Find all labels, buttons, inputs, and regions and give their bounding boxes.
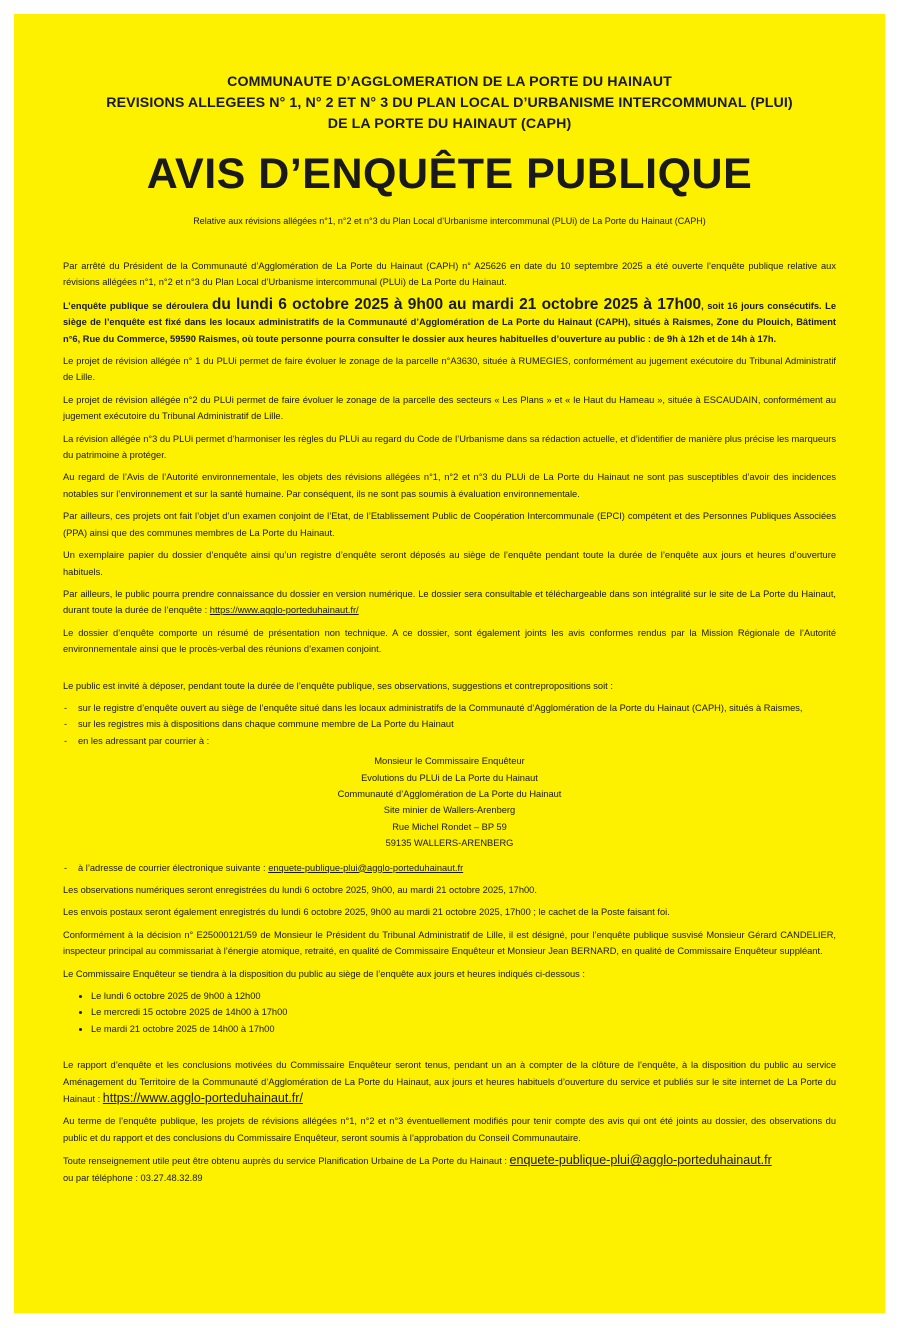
- paragraph-revision-1: Le projet de révision allégée n° 1 du PLUi permet de faire évoluer le zonage de la parcelle n°A3630, située à RUMEGIES, conformément au jugement exécutoire du Tribunal Administratif de Lille.: [63, 356, 836, 383]
- page-subtitle: Relative aux révisions allégées n°1, n°2 et n°3 du Plan Local d’Urbanisme intercommunal (PLUi) de La Porte du Hainaut (CAPH): [193, 216, 706, 226]
- address-line: Site minier de Wallers-Arenberg: [383, 805, 516, 816]
- list-item: • Le lundi 6 octobre 2025 de 9h00 à 12h00: [91, 988, 836, 1004]
- address-line: Communauté d’Agglomération de La Porte du Hainaut: [337, 788, 562, 799]
- address-line: 59135 WALLERS-ARENBERG: [385, 838, 514, 849]
- address-line: Evolutions du PLUi de La Porte du Hainaut: [361, 772, 538, 783]
- notice-page: [14, 14, 885, 1313]
- dates-prefix: L’enquête publique se déroulera: [63, 300, 212, 311]
- paragraph-exemplaire: Un exemplaire papier du dossier d’enquête ainsi qu’un registre d’enquête seront déposés au siège de l’enquête pendant toute la durée de l’enquête aux jours et heures d’ouverture habituels.: [63, 550, 836, 577]
- email-option-list: [63, 860, 836, 876]
- paragraph-dossier: Le dossier d’enquête comporte un résumé de présentation non technique. A ce dossier, sont également joints les avis conformes rendus par la Mission Régionale de l’Autorité environnementale ainsi que le procès-verbal des réunions d’examen conjoint.: [63, 627, 836, 655]
- paragraph-dates: [63, 297, 836, 347]
- paragraph-revision-2: Le projet de révision allégée n°2 du PLUi permet de faire évoluer le zonage de la parcelle des secteurs « Les Plans » et « le Haut du Hameau », située à ESCAUDAIN, conformément au jugement exécutoire du Tribunal Administratif de Lille.: [63, 394, 836, 422]
- address-line: Monsieur le Commissaire Enquêteur: [374, 756, 525, 767]
- numerique-text: Par ailleurs, le public pourra prendre connaissance du dossier en version numérique. Le dossier sera consultable et téléchargeable dans son intégralité sur le site de La Porte du Hainaut, durant toute la durée de l’enquête :: [63, 588, 836, 616]
- paragraph-observations: Les observations numériques seront enregistrées du lundi 6 octobre 2025, 9h00, au mardi 21 octobre 2025, 17h00.: [63, 885, 537, 895]
- paragraph-arrete: Par arrêté du Président de la Communauté d’Agglomération de La Porte du Hainaut (CAPH) n° A25626 en date du 10 septembre 2025 a été ouverte l’enquête publique relative aux révisions allégées n°1, n°2 et n°3 du Plan Local d’Urbanisme intercommunal (PLUi) de La Porte du Hainaut.: [63, 261, 836, 288]
- list-item: [63, 860, 836, 876]
- dates-suffix: , soit 16 jours consécutifs. Le siège de l’enquête est fixé dans les locaux administratifs de la Communauté d’Agglomération de La Porte du Hainaut (CAPH), situés à Raismes, Zone du Plouich, Bâtiment n°6, Rue du Commerce, 59590 Raismes, où toute personne pourra consulter le dossier aux heures habituelles d’ouverture au public : de 9h à 12h et de 14h à 17h.: [63, 300, 836, 344]
- deposit-options-list: [63, 700, 836, 749]
- list-item: - sur le registre d’enquête ouvert au siège de l’enquête situé dans les locaux administratifs de la Communauté d’Agglomération de la Porte du Hainaut (CAPH), situés à Raismes,: [63, 700, 836, 716]
- website-link[interactable]: https://www.agglo-porteduhainaut.fr/: [102, 1091, 303, 1106]
- renseignement-text: Toute renseignement utile peut être obtenu auprès du service Planification Urbaine de La Porte du Hainaut :: [63, 1156, 510, 1167]
- postal-address: [63, 753, 836, 851]
- paragraph-examen: Par ailleurs, ces projets ont fait l’objet d’un examen conjoint de l’Etat, de l’Etablissement Public de Coopération Intercommunale (EPCI) compétent et des Personnes Publiques Associées (PPA) ainsi que des communes membres de La Porte du Hainaut.: [63, 511, 836, 538]
- rapport-text: Le rapport d’enquête et les conclusions motivées du Commissaire Enquêteur seront tenus, pendant un an à compter de la clôture de l’enquête, à la disposition du public au service Aménagement du Territoire de la Communauté d’Agglomération de La Porte du Hainaut, aux jours et heures habituels d’ouverture du service et publiés sur le site internet de La Porte du Hainaut :: [63, 1060, 836, 1105]
- list-item: • Le mardi 21 octobre 2025 de 14h00 à 17h00: [91, 1021, 836, 1037]
- header-line-1: COMMUNAUTE D’AGGLOMERATION DE LA PORTE DU HAINAUT: [227, 74, 672, 90]
- list-item: • Le mercredi 15 octobre 2025 de 14h00 à 17h00: [91, 1004, 836, 1020]
- paragraph-commissaire: Le Commissaire Enquêteur se tiendra à la disposition du public au siège de l’enquête aux jours et heures indiqués ci-dessous :: [63, 968, 585, 979]
- paragraph-envois-postaux: Les envois postaux seront également enregistrés du lundi 6 octobre 2025, 9h00 au mardi 21 octobre 2025, 17h00 ; le cachet de la Poste faisant foi.: [63, 907, 670, 918]
- paragraph-rapport: [63, 1057, 836, 1107]
- paragraph-decision: Conformément à la décision n° E25000121/59 de Monsieur le Président du Tribunal Administratif de Lille, il est désigné, pour l’enquête publique susvisé Monsieur Gérard CANDELIER, inspecteur principal au commissariat à l’énergie atomique, retraité, en qualité de Commissaire Enquêteur et Monsieur Jean BERNARD, en qualité de Commissaire Enquêteur suppléant.: [63, 929, 836, 957]
- email-link[interactable]: enquete-publique-plui@agglo-porteduhainaut.fr: [509, 1153, 772, 1168]
- list-item: - sur les registres mis à dispositions dans chaque commune membre de La Porte du Hainaut: [63, 716, 836, 732]
- paragraph-autorite: Au regard de l’Avis de l’Autorité environnementale, les objets des révisions allégées n°1, n°2 et n°3 du PLUi de La Porte du Hainaut ne sont pas susceptibles d’avoir des incidences notables sur l’environnement et sur la santé humaine. Par conséquent, ils ne sont pas soumis à évaluation environnementale.: [63, 472, 836, 499]
- header-line-2: REVISIONS ALLEGEES N° 1, N° 2 ET N° 3 DU PLAN LOCAL D’URBANISME INTERCOMMUNAL (PLUI): [106, 95, 793, 111]
- address-line: Rue Michel Rondet – BP 59: [392, 821, 507, 832]
- email-link[interactable]: enquete-publique-plui@agglo-porteduhainaut.fr: [268, 862, 464, 873]
- paragraph-numerique: [63, 586, 836, 619]
- email-option-text: à l’adresse de courrier électronique suivante :: [78, 862, 269, 873]
- list-item: - en les adressant par courrier à :: [63, 733, 836, 749]
- phone-text: ou par téléphone : 03.27.48.32.89: [63, 1172, 203, 1183]
- header-line-3: DE LA PORTE DU HAINAUT (CAPH): [327, 116, 572, 132]
- dates-highlight: du lundi 6 octobre 2025 à 9h00 au mardi 21 octobre 2025 à 17h00: [211, 295, 702, 313]
- website-link[interactable]: https://www.agglo-porteduhainaut.fr/: [209, 605, 359, 616]
- page-title: AVIS D’ENQUÊTE PUBLIQUE: [146, 150, 753, 198]
- paragraph-public-invite: Le public est invité à déposer, pendant toute la durée de l’enquête publique, ses observations, suggestions et contrepropositions soit :: [63, 680, 613, 691]
- paragraph-revision-3: La révision allégée n°3 du PLUi permet d’harmoniser les règles du PLUi au regard du Code de l’Urbanisme dans sa rédaction actuelle, et d’identifier de manière plus précise les marqueurs du patrimoine à protéger.: [63, 433, 836, 461]
- paragraph-terme: Au terme de l’enquête publique, les projets de révisions allégées n°1, n°2 et n°3 éventuellement modifiés pour tenir compte des avis qui ont été joints au dossier, des observations du public et du rapport et des conclusions du Commissaire Enquêteur, seront soumis à l’approbation du Conseil Communautaire.: [63, 1116, 836, 1143]
- permanences-list: [63, 988, 836, 1037]
- paragraph-renseignement: [63, 1152, 836, 1186]
